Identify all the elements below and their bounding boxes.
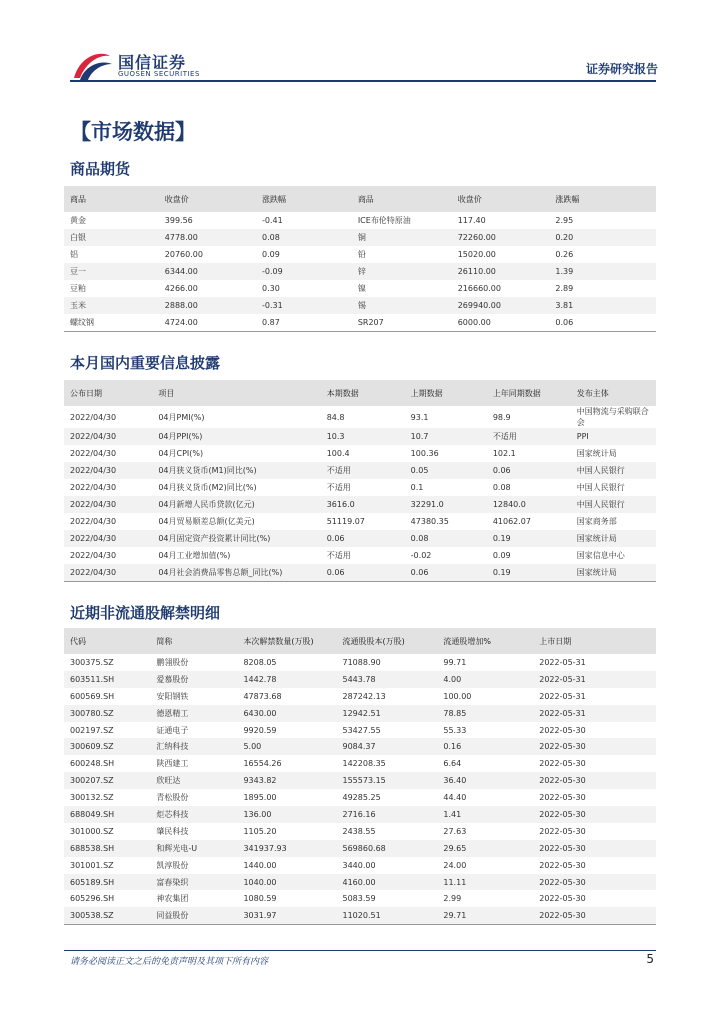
- table-cell: 15020.00: [457, 250, 496, 259]
- column-header: 收盘价: [452, 186, 550, 212]
- table-cell: 9920.59: [243, 725, 277, 735]
- column-header: 公布日期: [64, 380, 152, 406]
- table-cell: 青松股份: [156, 793, 189, 803]
- table-cell: 2022-05-30: [533, 907, 656, 924]
- table-header-row: [64, 628, 656, 654]
- table-cell: 1.39: [549, 263, 656, 280]
- table-cell: 04月固定资产投资累计同比(%): [152, 530, 320, 547]
- table-cell: 569860.68: [337, 840, 438, 857]
- table-cell: 29.65: [437, 840, 533, 857]
- unlock-title: 近期非流通股解禁明细: [70, 604, 221, 622]
- table-cell: 2022-05-30: [539, 793, 586, 803]
- table-cell: 287242.13: [342, 691, 386, 701]
- table-cell: 11020.51: [337, 907, 438, 924]
- table-row: [64, 874, 656, 891]
- table-cell: 5083.59: [342, 894, 376, 904]
- table-cell: 0.08: [492, 483, 511, 492]
- column-header: 简称: [150, 628, 237, 654]
- table-cell: 12942.51: [337, 705, 438, 722]
- table-cell: 6430.00: [237, 705, 336, 722]
- table-row: [64, 907, 656, 924]
- commodities-title: 商品期货: [70, 160, 131, 178]
- table-cell: 2022-05-31: [539, 691, 586, 701]
- table-cell: 0.06: [321, 564, 405, 582]
- table-header-row: [64, 380, 656, 406]
- table-row: [64, 479, 656, 496]
- table-cell: 0.06: [405, 564, 487, 582]
- table-row: [64, 755, 656, 772]
- table-cell: 0.06: [487, 462, 571, 479]
- table-row: [64, 428, 656, 445]
- table-cell: 300132.SZ: [70, 793, 114, 803]
- table-cell: 93.1: [410, 412, 429, 422]
- table-row: [64, 772, 656, 789]
- table-row: [64, 890, 656, 907]
- table-row: [64, 462, 656, 479]
- table-cell: 6.64: [443, 759, 462, 769]
- table-cell: 富春染织: [150, 874, 237, 891]
- table-row: [64, 229, 656, 246]
- column-header: 流通股增加%: [437, 628, 533, 654]
- table-cell: 1040.00: [237, 874, 336, 891]
- table-cell: 0.16: [437, 738, 533, 755]
- table-cell: 002197.SZ: [70, 725, 114, 735]
- table-cell: 2022/04/30: [64, 564, 152, 582]
- table-cell: 117.40: [457, 216, 486, 225]
- logo-english-name: GUOSEN SECURITIES: [118, 70, 200, 78]
- table-cell: 1.41: [437, 806, 533, 823]
- table-cell: 603511.SH: [64, 671, 150, 688]
- table-cell: 证通电子: [156, 725, 189, 735]
- column-header: 涨跌幅: [256, 186, 352, 212]
- table-cell: 2716.16: [337, 806, 438, 823]
- table-cell: 2022-05-31: [533, 671, 656, 688]
- column-header: 发布主体: [571, 380, 656, 406]
- domestic-info-table: [64, 380, 656, 582]
- table-cell: 国家商务部: [576, 517, 617, 526]
- table-cell: 2888.00: [159, 297, 256, 314]
- table-cell: 豆粕: [70, 284, 86, 293]
- table-cell: 71088.90: [342, 657, 381, 667]
- table-cell: 9343.82: [237, 772, 336, 789]
- table-cell: 安阳钢铁: [156, 691, 189, 701]
- column-header: 项目: [152, 380, 320, 406]
- table-cell: 0.09: [262, 250, 280, 259]
- table-cell: 2022/04/30: [64, 462, 152, 479]
- table-cell: 142208.35: [342, 759, 386, 769]
- table-header-row: [64, 186, 656, 212]
- table-cell: 155573.15: [337, 772, 438, 789]
- table-cell: 399.56: [164, 216, 193, 225]
- table-row: [64, 547, 656, 564]
- table-row: [64, 212, 656, 229]
- table-cell: 2022-05-30: [539, 860, 586, 870]
- table-cell: SR207: [352, 314, 452, 332]
- table-cell: 6344.00: [159, 263, 256, 280]
- table-cell: 102.1: [492, 449, 516, 458]
- table-cell: 不适用: [321, 462, 405, 479]
- table-cell: 德恩精工: [150, 705, 237, 722]
- table-cell: 2022/04/30: [70, 449, 117, 458]
- column-header: 上期数据: [405, 380, 487, 406]
- table-cell: 中国物流与采购联合会: [576, 407, 649, 427]
- table-cell: 2438.55: [342, 826, 376, 836]
- table-cell: 2022/04/30: [70, 551, 117, 560]
- column-header: 代码: [64, 628, 150, 654]
- table-cell: 04月PPI(%): [152, 428, 320, 445]
- table-cell: 605189.SH: [64, 874, 150, 891]
- table-cell: 47873.68: [243, 691, 282, 701]
- table-cell: 4160.00: [337, 874, 438, 891]
- table-cell: 不适用: [326, 483, 351, 492]
- table-cell: 豆一: [64, 263, 159, 280]
- logo-chinese-name: 国信证券: [118, 53, 187, 72]
- table-cell: 铜: [352, 229, 452, 246]
- table-cell: 600569.SH: [70, 691, 115, 701]
- table-cell: 鹏翎股份: [156, 657, 189, 667]
- table-cell: -0.31: [256, 297, 352, 314]
- table-cell: 341937.93: [237, 840, 336, 857]
- unlock-table: [64, 628, 656, 925]
- table-cell: 国家统计局: [576, 449, 617, 458]
- table-cell: 1440.00: [243, 860, 277, 870]
- table-row: [64, 564, 656, 582]
- table-cell: 0.05: [405, 462, 487, 479]
- table-cell: 2022/04/30: [70, 483, 117, 492]
- table-cell: 白银: [64, 229, 159, 246]
- table-cell: 4.00: [437, 671, 533, 688]
- table-cell: 神农集团: [156, 894, 189, 904]
- table-row: [64, 246, 656, 263]
- report-type-label: 证券研究报告: [585, 62, 658, 76]
- table-cell: 269940.00: [452, 297, 550, 314]
- page-header: [0, 0, 724, 80]
- table-cell: 不适用: [326, 551, 351, 560]
- table-cell: 605296.SH: [70, 894, 115, 904]
- table-cell: 04月工业增加值(%): [158, 551, 231, 560]
- table-cell: 同益股份: [150, 907, 237, 924]
- table-cell: 0.06: [321, 530, 405, 547]
- table-cell: 2022-05-30: [533, 874, 656, 891]
- table-cell: 0.26: [555, 250, 574, 259]
- table-cell: 2022-05-30: [539, 759, 586, 769]
- table-cell: 29.71: [437, 907, 533, 924]
- footer-disclaimer: 请务必阅读正文之后的免责声明及其项下所有内容: [70, 957, 269, 967]
- table-cell: 3616.0: [321, 496, 405, 513]
- table-cell: 2022-05-31: [533, 705, 656, 722]
- table-cell: 9084.37: [337, 738, 438, 755]
- table-cell: 0.30: [262, 284, 280, 293]
- table-cell: 41062.07: [492, 517, 531, 526]
- domestic-info-title: 本月国内重要信息披露: [70, 354, 221, 372]
- commodities-table: [64, 186, 656, 332]
- table-cell: 2022/04/30: [70, 517, 117, 526]
- column-header: 本次解禁数量(万股): [237, 628, 336, 654]
- table-cell: 04月狭义货币(M1)同比(%): [152, 462, 320, 479]
- table-row: [64, 789, 656, 806]
- table-cell: 铝: [70, 250, 78, 259]
- table-cell: 和辉光电-U: [150, 840, 237, 857]
- table-cell: 04月CPI(%): [158, 449, 204, 458]
- table-cell: 2022-05-30: [539, 725, 586, 735]
- table-cell: 黄金: [70, 216, 86, 225]
- table-cell: 2022-05-30: [533, 840, 656, 857]
- table-cell: -0.02: [410, 551, 432, 560]
- table-cell: 汇纳科技: [150, 738, 237, 755]
- table-row: [64, 738, 656, 755]
- table-cell: 国家统计局: [571, 530, 656, 547]
- table-cell: 0.19: [487, 530, 571, 547]
- table-row: [64, 840, 656, 857]
- table-cell: 0.19: [487, 564, 571, 582]
- table-cell: 1080.59: [243, 894, 277, 904]
- table-cell: 2022-05-30: [533, 806, 656, 823]
- table-row: [64, 857, 656, 874]
- column-header: 商品: [64, 186, 159, 212]
- guosen-logo-mark-icon: [70, 48, 114, 84]
- table-cell: 688538.SH: [64, 840, 150, 857]
- table-cell: 04月社会消费品零售总额_同比(%): [152, 564, 320, 582]
- table-cell: 55.33: [443, 725, 467, 735]
- table-cell: 2022/04/30: [64, 428, 152, 445]
- table-cell: 11.11: [437, 874, 533, 891]
- table-cell: 炬芯科技: [150, 806, 237, 823]
- table-cell: PPI: [571, 428, 656, 445]
- column-header: 上市日期: [533, 628, 656, 654]
- column-header: 本期数据: [321, 380, 405, 406]
- header-divider: [70, 80, 656, 82]
- section-title: 【市场数据】: [70, 120, 196, 144]
- table-cell: 100.00: [443, 691, 472, 701]
- table-cell: 玉米: [64, 297, 159, 314]
- table-cell: 99.71: [443, 657, 467, 667]
- table-cell: 2.89: [555, 284, 574, 293]
- table-row: [64, 530, 656, 547]
- table-cell: 国家统计局: [571, 564, 656, 582]
- table-cell: 300609.SZ: [64, 738, 150, 755]
- table-cell: 2022/04/30: [64, 496, 152, 513]
- table-row: [64, 445, 656, 462]
- table-cell: 陕西建工: [156, 759, 189, 769]
- table-cell: 镍: [357, 284, 366, 293]
- table-cell: 3.81: [549, 297, 656, 314]
- table-row: [64, 406, 656, 428]
- page-number: 5: [646, 952, 654, 966]
- table-cell: 301000.SZ: [70, 826, 114, 836]
- table-cell: 1105.20: [243, 826, 277, 836]
- table-cell: 78.85: [437, 705, 533, 722]
- table-cell: 49285.25: [342, 793, 381, 803]
- table-cell: 10.7: [405, 428, 487, 445]
- table-cell: 2022/04/30: [70, 412, 117, 422]
- table-cell: 2022-05-31: [539, 657, 586, 667]
- table-row: [64, 297, 656, 314]
- table-cell: 20760.00: [164, 250, 203, 259]
- table-cell: 98.9: [492, 412, 511, 422]
- table-cell: 2022-05-30: [533, 772, 656, 789]
- table-cell: 国家信息中心: [576, 551, 625, 560]
- table-cell: 53427.55: [342, 725, 381, 735]
- table-cell: 2022-05-30: [539, 826, 586, 836]
- table-cell: -0.09: [256, 263, 352, 280]
- table-cell: 300780.SZ: [64, 705, 150, 722]
- table-cell: 铅: [357, 250, 366, 259]
- table-cell: 100.4: [326, 449, 350, 458]
- table-row: [64, 688, 656, 705]
- table-row: [64, 314, 656, 332]
- table-row: [64, 671, 656, 688]
- table-row: [64, 496, 656, 513]
- table-cell: 爱慕股份: [150, 671, 237, 688]
- table-cell: 12840.0: [487, 496, 571, 513]
- table-cell: 688049.SH: [64, 806, 150, 823]
- table-cell: 5443.78: [337, 671, 438, 688]
- table-cell: 2022/04/30: [64, 530, 152, 547]
- table-row: [64, 513, 656, 530]
- table-cell: 136.00: [237, 806, 336, 823]
- table-row: [64, 654, 656, 671]
- table-cell: 4266.00: [164, 284, 198, 293]
- table-cell: 3031.97: [237, 907, 336, 924]
- table-cell: 3440.00: [342, 860, 376, 870]
- table-cell: 4778.00: [159, 229, 256, 246]
- table-cell: 凯淳股份: [156, 860, 189, 870]
- column-header: 收盘价: [159, 186, 256, 212]
- table-cell: 0.08: [256, 229, 352, 246]
- table-cell: 6000.00: [452, 314, 550, 332]
- table-cell: 27.63: [443, 826, 467, 836]
- table-cell: 100.36: [410, 449, 439, 458]
- footer-divider: [64, 950, 656, 951]
- table-cell: 04月PMI(%): [158, 412, 205, 422]
- table-cell: 04月狭义货币(M2)同比(%): [158, 483, 257, 492]
- table-cell: 2.95: [555, 216, 574, 225]
- table-row: [64, 823, 656, 840]
- table-cell: 0.06: [549, 314, 656, 332]
- column-header: 流通股股本(万股): [337, 628, 438, 654]
- table-cell: 锌: [352, 263, 452, 280]
- table-cell: 300538.SZ: [64, 907, 150, 924]
- table-cell: 300375.SZ: [70, 657, 114, 667]
- table-cell: 10.3: [321, 428, 405, 445]
- table-cell: 1895.00: [243, 793, 277, 803]
- column-header: 涨跌幅: [549, 186, 656, 212]
- table-cell: 51119.07: [326, 517, 365, 526]
- table-cell: 中国人民银行: [571, 462, 656, 479]
- table-cell: 0.09: [492, 551, 511, 560]
- table-row: [64, 722, 656, 739]
- table-cell: 16554.26: [243, 759, 282, 769]
- guosen-logo: [70, 48, 210, 88]
- table-cell: 26110.00: [452, 263, 550, 280]
- table-cell: 中国人民银行: [571, 496, 656, 513]
- table-cell: 2.99: [443, 894, 462, 904]
- table-cell: 47380.35: [410, 517, 449, 526]
- column-header: 商品: [352, 186, 452, 212]
- table-row: [64, 806, 656, 823]
- table-cell: 0.20: [549, 229, 656, 246]
- table-cell: 300207.SZ: [64, 772, 150, 789]
- table-cell: 2022-05-30: [539, 894, 586, 904]
- table-cell: 8208.05: [243, 657, 277, 667]
- table-cell: 1442.78: [237, 671, 336, 688]
- table-cell: 216660.00: [457, 284, 501, 293]
- table-cell: 04月贸易顺差总额(亿美元): [158, 517, 255, 526]
- table-cell: -0.41: [262, 216, 283, 225]
- table-cell: 2022-05-30: [533, 738, 656, 755]
- table-cell: 4724.00: [159, 314, 256, 332]
- table-cell: 36.40: [437, 772, 533, 789]
- table-cell: 锡: [352, 297, 452, 314]
- column-header: 上年同期数据: [487, 380, 571, 406]
- table-row: [64, 263, 656, 280]
- table-cell: 84.8: [326, 412, 345, 422]
- table-cell: 中国人民银行: [576, 483, 625, 492]
- table-cell: 5.00: [237, 738, 336, 755]
- table-cell: 44.40: [443, 793, 467, 803]
- table-cell: 不适用: [487, 428, 571, 445]
- table-cell: 螺纹钢: [64, 314, 159, 332]
- table-cell: 24.00: [443, 860, 467, 870]
- table-cell: 0.1: [410, 483, 424, 492]
- table-cell: 301001.SZ: [70, 860, 114, 870]
- table-row: [64, 280, 656, 297]
- table-cell: 600248.SH: [70, 759, 115, 769]
- table-cell: 72260.00: [452, 229, 550, 246]
- table-cell: 04月新增人民币贷款(亿元): [152, 496, 320, 513]
- table-cell: 0.87: [256, 314, 352, 332]
- table-cell: 欣旺达: [150, 772, 237, 789]
- table-cell: 32291.0: [405, 496, 487, 513]
- table-cell: 肇民科技: [156, 826, 189, 836]
- table-cell: ICE布伦特原油: [357, 216, 411, 225]
- table-cell: 0.08: [405, 530, 487, 547]
- table-row: [64, 705, 656, 722]
